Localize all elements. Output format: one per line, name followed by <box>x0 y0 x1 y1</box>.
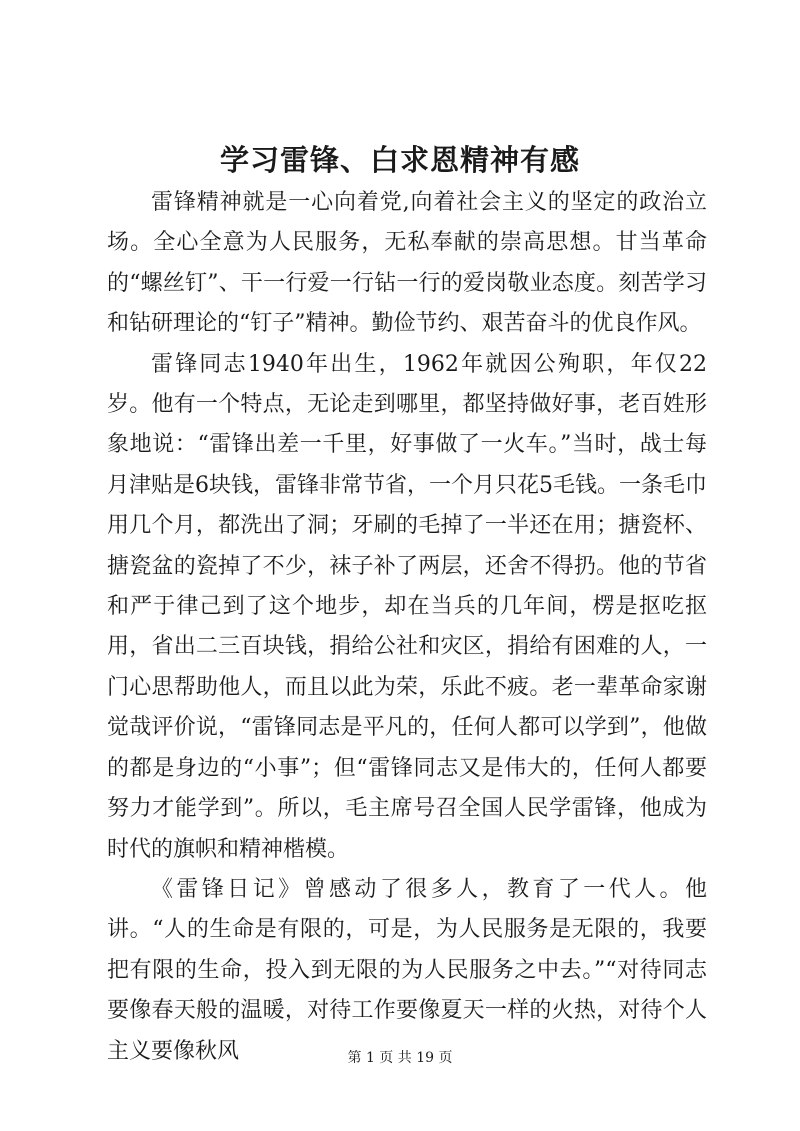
paragraph-1: 雷锋精神就是一心向着党,向着社会主义的坚定的政治立场。全心全意为人民服务，无私奉献的崇高思想。甘当革命的“螺丝钉”、干一行爱一行钻一行的爱岗敬业态度。刻苦学习和钻研理论的“钉子”精神。勤俭节约、艰苦奋斗的优良作风。 <box>107 190 707 337</box>
paragraph-3: 《雷锋日记》曾感动了很多人，教育了一代人。他讲。“人的生命是有限的，可是，为人民服务是无限的，我要把有限的生命，投入到无限的为人民服务之中去。”“对待同志要像春天般的温暖，对待工作要像夏天一样的火热，对待个人主义要像秋风 <box>107 876 707 1064</box>
document-body <box>107 183 707 1072</box>
paragraph-2: 雷锋同志1940年出生，1962年就因公殉职，年仅22岁。他有一个特点，无论走到哪里，都坚持做好事，老百姓形象地说：“雷锋出差一千里，好事做了一火车。”当时，战士每月津贴是6块钱，雷锋非常节省，一个月只花5毛钱。一条毛巾用几个月，都洗出了洞；牙刷的毛掉了一半还在用；搪瓷杯、搪瓷盆的瓷掉了不少，袜子补了两层，还舍不得扔。他的节省和严于律己到了这个地步，却在当兵的几年间，楞是抠吃抠用，省出二三百块钱，捐给公社和灾区，捐给有困难的人，一门心思帮助他人，而且以此为荣，乐此不疲。老一辈革命家谢觉哉评价说，“雷锋同志是平凡的，任何人都可以学到”，他做的都是身边的“小事”；但“雷锋同志又是伟大的，任何人都要努力才能学到”。所以，毛主席号召全国人民学雷锋，他成为时代的旗帜和精神楷模。 <box>107 351 707 862</box>
document-title: 学习雷锋、白求恩精神有感 <box>219 143 580 177</box>
page-footer: 第 1 页 共 19 页 <box>347 1050 453 1066</box>
